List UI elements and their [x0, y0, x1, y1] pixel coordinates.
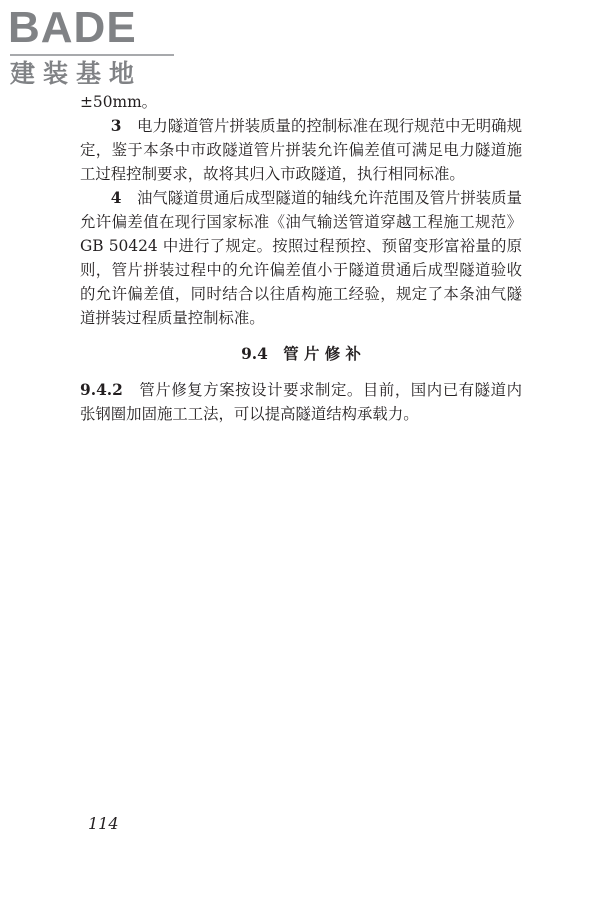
- bade-logo: [8, 2, 178, 90]
- item-number: 4: [110, 189, 122, 207]
- item-3: [80, 114, 522, 186]
- logo-wordmark: BADE: [8, 3, 137, 52]
- item-number: 3: [110, 117, 122, 135]
- clause-block: [80, 378, 522, 426]
- item-text: 油气隧道贯通后成型隧道的轴线允许范围及管片拼装质量允许偏差值在现行国家标准《油气输送管道穿越工程施工规范》GB 50424 中进行了规定。按照过程预控、预留变形富裕量的原则，管片拼装过程中的允许偏差值小于隧道贯通后成型隧道验收的允许偏差值，同时结合以往盾构施工经验，规定了本条油气隧道拼装过程质量控制标准。: [80, 189, 522, 327]
- page-number: 114: [88, 814, 119, 833]
- continuation-line: ±50mm。: [80, 93, 158, 111]
- clause-9-4-2: [80, 378, 522, 426]
- body-text: [80, 90, 522, 330]
- logo-divider: [10, 54, 174, 56]
- item-text: 电力隧道管片拼装质量的控制标准在现行规范中无明确规定，鉴于本条中市政隧道管片拼装允许偏差值可满足电力隧道施工过程控制要求，故将其归入市政隧道，执行相同标准。: [80, 117, 522, 183]
- clause-text: 管片修复方案按设计要求制定。目前，国内已有隧道内张钢圈加固施工工法，可以提高隧道结构承载力。: [80, 381, 522, 423]
- section-title: 管 片 修 补: [283, 345, 361, 363]
- section-number: 9.4: [241, 345, 268, 363]
- section-heading: [80, 342, 522, 366]
- clause-number: 9.4.2: [80, 381, 123, 399]
- item-4: [80, 186, 522, 330]
- logo-chinese-name: 建装基地: [10, 59, 143, 88]
